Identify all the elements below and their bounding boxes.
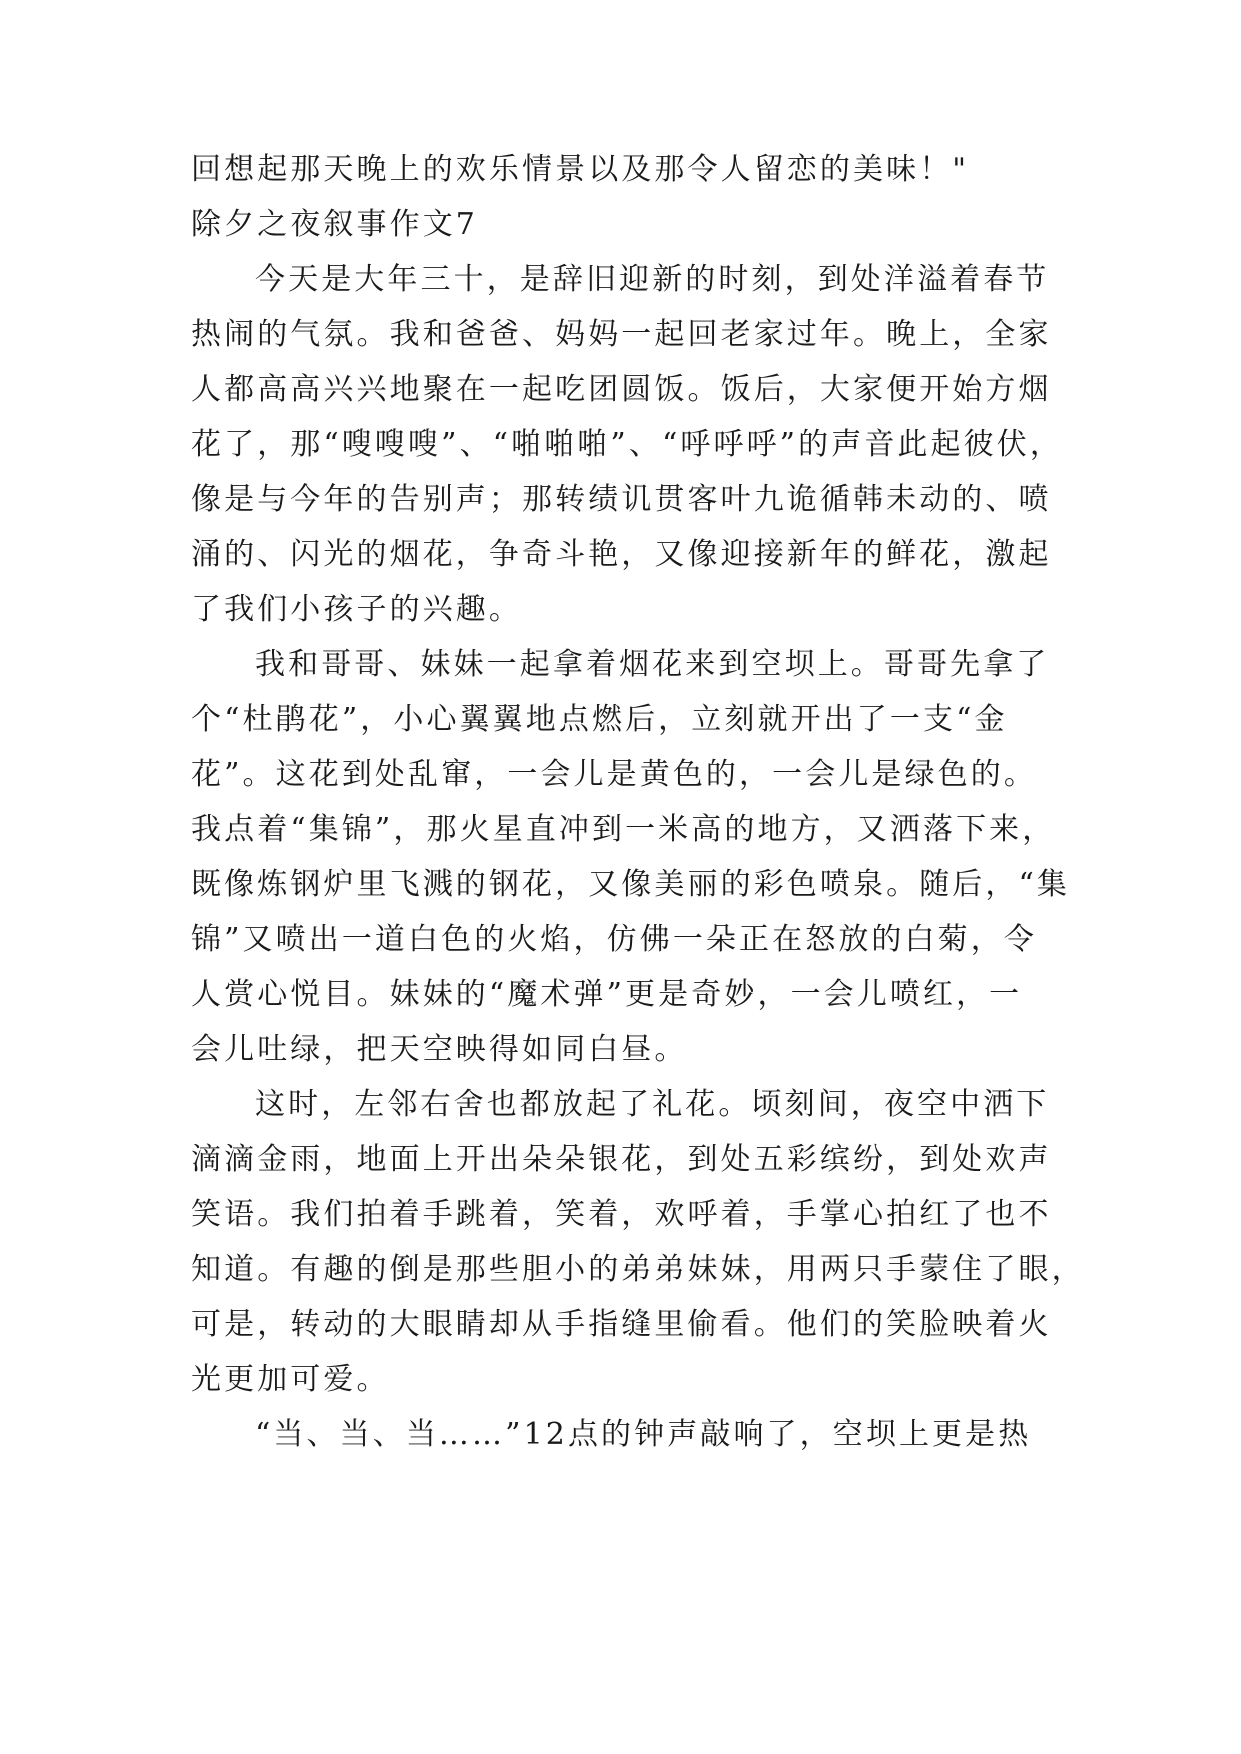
paragraph-1-line: 涌的、闪光的烟花，争奇斗艳，又像迎接新年的鲜花，激起: [191, 537, 1052, 572]
paragraph-2-line: 我点着“集锦”，那火星直冲到一米高的地方，又洒落下来，: [191, 812, 1056, 847]
paragraph-1-line: 像是与今年的告别声；那转绩讥贯客叶九诡循韩未动的、喷: [191, 482, 1052, 517]
text-line: 回想起那天晚上的欢乐情景以及那令人留恋的美味！": [191, 152, 970, 187]
paragraph-3-line: 知道。有趣的倒是那些胆小的弟弟妹妹，用两只手蒙住了眼，: [191, 1252, 1085, 1287]
paragraph-2-line: 我和哥哥、妹妹一起拿着烟花来到空坝上。哥哥先拿了: [255, 647, 1050, 682]
paragraph-1-line: 了我们小孩子的兴趣。: [191, 592, 522, 627]
paragraph-3-line: 这时，左邻右舍也都放起了礼花。顷刻间，夜空中洒下: [255, 1087, 1050, 1122]
paragraph-2-line: 既像炼钢炉里飞溅的钢花，又像美丽的彩色喷泉。随后，“集: [191, 867, 1071, 902]
paragraph-1-line: 今天是大年三十，是辞旧迎新的时刻，到处洋溢着春节: [255, 262, 1050, 297]
paragraph-3-line: 光更加可爱。: [191, 1362, 390, 1397]
paragraph-3-line: 滴滴金雨，地面上开出朵朵银花，到处五彩缤纷，到处欢声: [191, 1142, 1052, 1177]
paragraph-2-line: 人赏心悦目。妹妹的“魔术弹”更是奇妙，一会儿喷红，一: [191, 977, 1023, 1012]
paragraph-3-line: 笑语。我们拍着手跳着，笑着，欢呼着，手掌心拍红了也不: [191, 1197, 1052, 1232]
paragraph-1-line: 花了，那“嗖嗖嗖”、“啪啪啪”、“呼呼呼”的声音此起彼伏，: [191, 427, 1063, 462]
paragraph-2-line: 会儿吐绿，把天空映得如同白昼。: [191, 1032, 688, 1067]
paragraph-1-line: 人都高高兴兴地聚在一起吃团圆饭。饭后，大家便开始方烟: [191, 372, 1052, 407]
paragraph-2-line: 锦”又喷出一道白色的火焰，仿佛一朵正在怒放的白菊，令: [191, 922, 1037, 957]
paragraph-3-line: 可是，转动的大眼睛却从手指缝里偷看。他们的笑脸映着火: [191, 1307, 1052, 1342]
paragraph-4-line: “当、当、当……”12点的钟声敲响了，空坝上更是热: [255, 1417, 1032, 1452]
paragraph-2-line: 花”。这花到处乱窜，一会儿是黄色的，一会儿是绿色的。: [191, 757, 1037, 792]
paragraph-1-line: 热闹的气氛。我和爸爸、妈妈一起回老家过年。晚上，全家: [191, 317, 1052, 352]
paragraph-2-line: 个“杜鹃花”，小心翼翼地点燃后，立刻就开出了一支“金: [191, 702, 1008, 737]
section-heading: 除夕之夜叙事作文7: [191, 207, 478, 242]
